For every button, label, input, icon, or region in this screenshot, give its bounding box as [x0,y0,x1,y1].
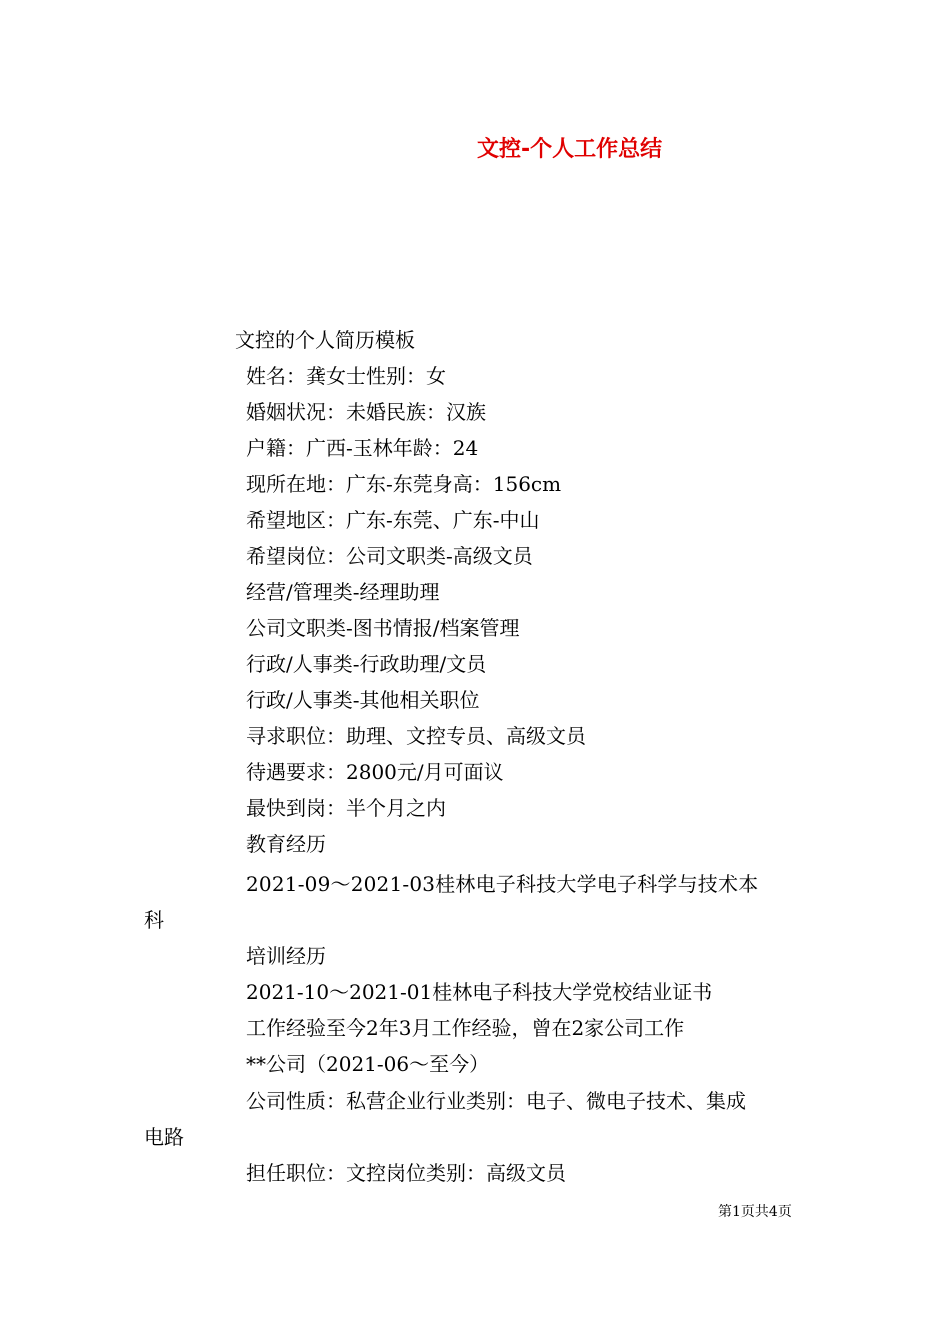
section-heading-education: 教育经历 [246,832,326,856]
text-line: 婚姻状况：未婚民族：汉族 [246,400,486,424]
text-line: 待遇要求：2800元/月可面议 [246,760,504,784]
text-line: 公司文职类-图书情报/档案管理 [246,616,520,640]
section-heading-training: 培训经历 [246,944,326,968]
text-line: 寻求职位：助理、文控专员、高级文员 [246,724,586,748]
text-line: 担任职位：文控岗位类别：高级文员 [246,1161,566,1185]
text-line: 希望地区：广东-东莞、广东-中山 [246,508,540,532]
text-line: 现所在地：广东-东莞身高：156cm [246,472,562,496]
text-line-continuation: 电路 [144,1125,184,1149]
text-line-continuation: 科 [144,908,164,932]
text-line: 希望岗位：公司文职类-高级文员 [246,544,533,568]
text-line: 工作经验至今2年3月工作经验，曾在2家公司工作 [246,1016,685,1040]
text-line: 行政/人事类-行政助理/文员 [246,652,487,676]
text-line: 行政/人事类-其他相关职位 [246,688,480,712]
text-line: 姓名：龚女士性别：女 [246,364,446,388]
document-title: 文控-个人工作总结 [477,137,663,162]
text-line: 最快到岗：半个月之内 [246,796,446,820]
text-line: **公司（2021-06～至今） [246,1052,490,1076]
text-line: 2021-09～2021-03桂林电子科技大学电子科学与技术本 [246,872,759,896]
resume-heading: 文控的个人简历模板 [235,328,415,352]
text-line: 户籍：广西-玉林年龄：24 [246,436,479,460]
text-line: 经营/管理类-经理助理 [246,580,440,604]
page-number: 第1页共4页 [718,1204,792,1220]
text-line: 2021-10～2021-01桂林电子科技大学党校结业证书 [246,980,713,1004]
text-line: 公司性质：私营企业行业类别：电子、微电子技术、集成 [246,1089,746,1113]
